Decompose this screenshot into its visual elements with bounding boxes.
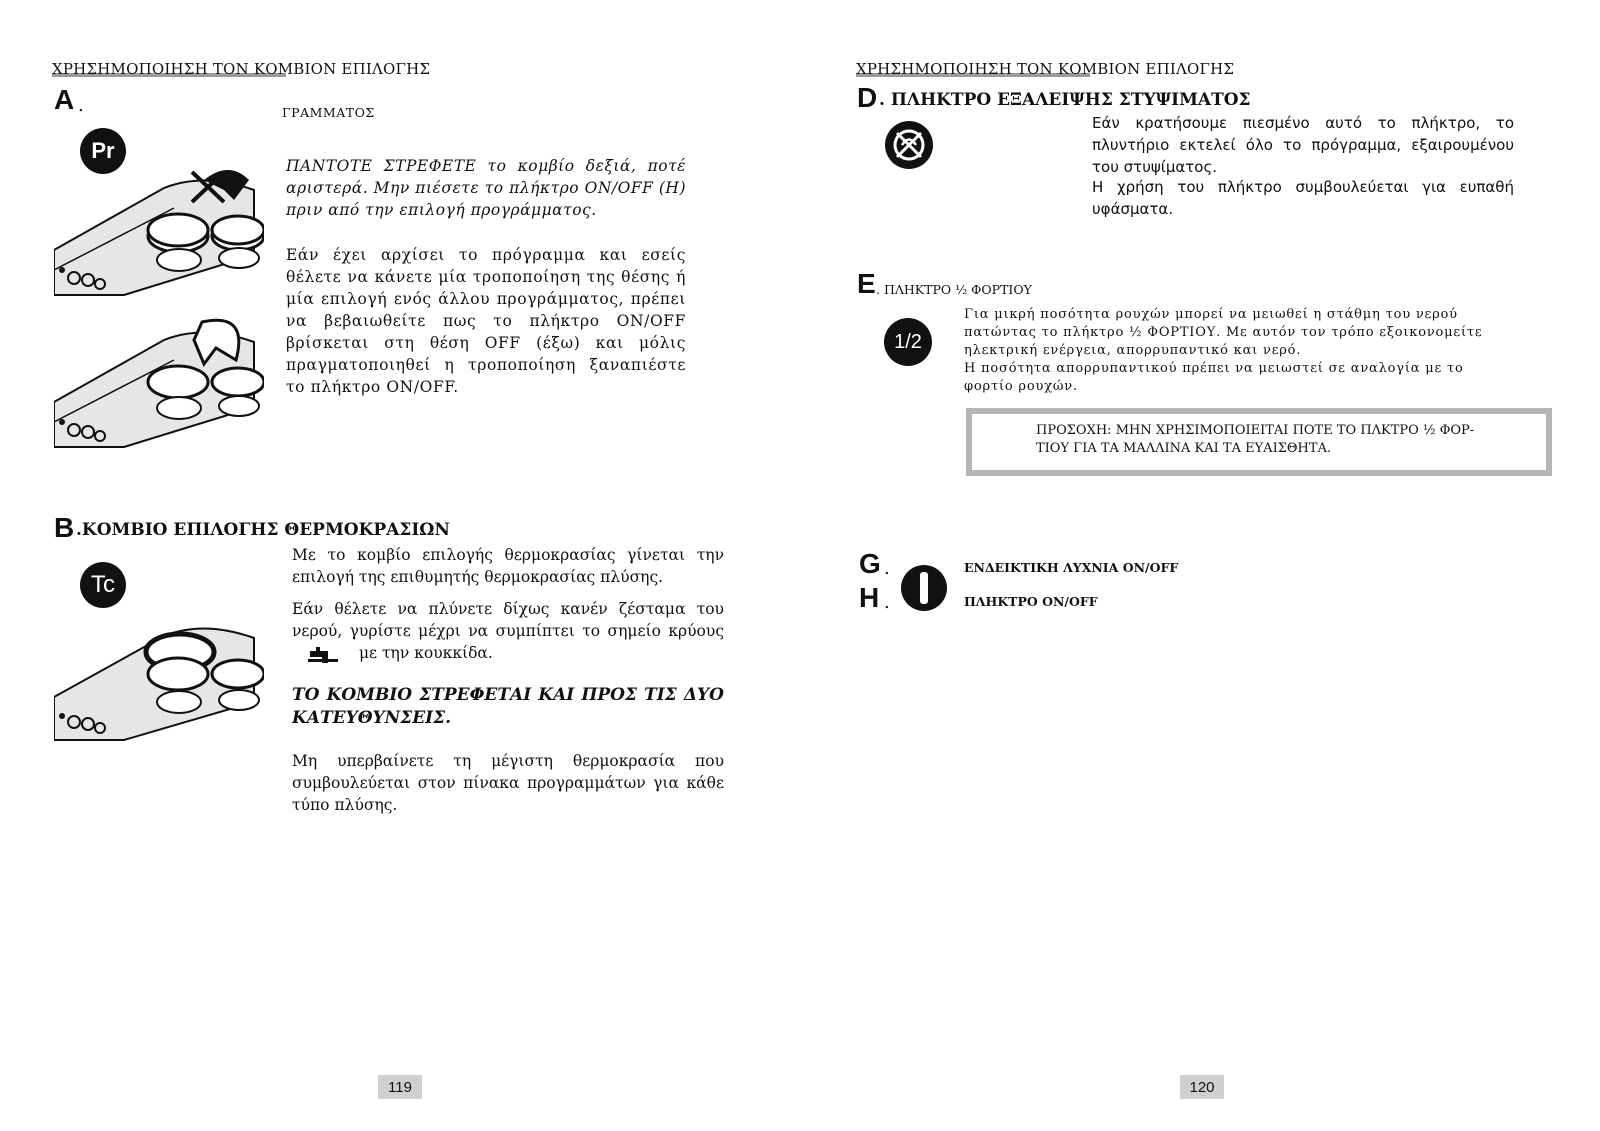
pr-badge-label: Pr	[91, 138, 115, 163]
section-h-letter: H	[859, 582, 880, 613]
section-g-letter: G	[859, 548, 881, 579]
half-load-warning-box	[966, 408, 1552, 476]
page-number-left-label: 119	[388, 1078, 412, 1096]
section-h-dot: .	[884, 592, 890, 613]
section-d-title: . ΠΛΗΚΤΡΟ ΕΞΑΛΕΙΨΗΣ ΣΤΥΨΙΜΑΤΟΣ	[879, 90, 1251, 110]
tc-badge-label: Tc	[91, 571, 115, 598]
page-number-right	[1180, 1075, 1224, 1099]
section-d-body1: Εάν κρατήσουμε πιεσμένο αυτό το πλήκτρο, το πλυντήριο εκτελεί όλο το πρόγραμμα, εξαιρουμένου του στυψίματος.	[1092, 114, 1514, 176]
section-a-letter: A	[54, 84, 75, 115]
section-e-title: . ΠΛΗΚΤΡΟ ½ ΦΟΡΤΙΟΥ	[876, 282, 1032, 297]
on-off-indicator-label: ΕΝΔΕΙΚΤΙΚΗ ΛΥΧΝΙΑ ON/OFF	[964, 560, 1179, 575]
tc-badge	[80, 562, 126, 608]
section-a-dot: .	[78, 95, 84, 116]
section-b-para2-a: Εάν θέλετε να πλύνετε δίχως κανέν ζέσταμα του νερού, γυρίστε μέχρι να συμπίπτει το σημείο κρύους	[292, 600, 724, 640]
half-load-warning-text: ΠΡΟΣΟΧΗ: ΜΗΝ ΧΡΗΣΙΜΟΠΟΙΕΙΤΑΙ ΠΟΤΕ ΤΟ ΠΛΚΤΡΟ ½ ΦΟΡ-ΤΙΟΥ ΓΙΑ ΤΑ ΜΑΛΛΙΝΑ ΚΑΙ ΤΑ ΕΥΑΙΣΘΗΤΑ.	[1036, 423, 1475, 456]
section-a-body: Εάν έχει αρχίσει το πρόγραμμα και εσείς θέλετε να κάνετε μία τροποποίηση της θέσης ή μία επιλογή ενός άλλου προγράμματος, πρέπει να βεβαιωθείτε πως το πλήκτρο ON/OFF βρίσκεται στη θέση OFF (έξω) και μόλις πραγματοποιηθεί η τροποποίηση ξαναπιέστε το πλήκτρο ON/OFF.	[286, 246, 686, 396]
running-header-right: ΧΡΗΣΗΜΟΠΟΙΗΣΗ ΤΟΝ ΚΟΜΒΙΟΝ ΕΠΙΛΟΓΗΣ	[856, 60, 1235, 78]
section-g-dot: .	[884, 558, 890, 579]
section-b-para1: Με το κομβίο επιλογής θερμοκρασίας γίνεται την επιλογή της επιθυμητής θερμοκρασίας πλύσης.	[292, 546, 724, 586]
on-off-button-label: ΠΛΗΚΤΡΟ ON/OFF	[964, 594, 1098, 609]
washing-machine-knob-turn-icon	[54, 312, 264, 452]
no-spin-icon	[884, 120, 934, 170]
section-e-letter: E	[857, 268, 876, 299]
section-b-title: .ΚΟΜΒΙΟ ΕΠΙΛΟΓΗΣ ΘΕΡΜΟΚΡΑΣΙΩΝ	[76, 520, 450, 540]
section-b-letter: B	[54, 512, 75, 543]
section-b-para2-c: την κουκκίδα.	[381, 644, 493, 662]
section-d-letter: D	[857, 82, 878, 113]
temperature-knob-icon	[54, 612, 264, 742]
page-number-left	[378, 1075, 422, 1099]
section-a-title-fragment: ΓΡΑΜΜΑΤΟΣ	[282, 105, 375, 120]
section-a-warning: ΠΑΝΤΟΤΕ ΣΤΡΕΦΕΤΕ το κομβίο δεξιά, ποτέ αριστερά. Μην πιέσετε το πλήκτρο ON/OFF (H) πριν από την επιλογή προγράμματος.	[286, 157, 686, 219]
section-e-body2: Η ποσότητα απορρυπαντικού πρέπει να μειωστεί σε αναλογία με το φορτίο ρουχών.	[964, 361, 1464, 394]
power-icon	[900, 564, 948, 612]
section-b-para3: Μη υπερβαίνετε τη μέγιστη θερμοκρασία που συμβουλεύεται στον πίνακα προγραμμάτων για κάθε τύπο πλύσης.	[292, 752, 724, 814]
page-number-right-label: 120	[1189, 1078, 1215, 1096]
section-b-para2-b: με	[358, 644, 378, 662]
running-header-left: ΧΡΗΣΗΜΟΠΟΙΗΣΗ ΤΟΝ ΚΟΜΒΙΟΝ ΕΠΙΛΟΓΗΣ	[52, 60, 431, 78]
half-load-badge	[884, 318, 932, 366]
washing-machine-knob-icon	[54, 160, 264, 300]
section-b-bold-italic: ΤΟ ΚΟΜΒΙΟ ΣΤΡΕΦΕΤΑΙ ΚΑΙ ΠΡΟΣ ΤΙΣ ΔΥΟ ΚΑΤΕΥΘΥΝΣΕΙΣ.	[292, 685, 724, 728]
half-load-badge-label: 1/2	[894, 330, 922, 353]
section-b-para2	[292, 598, 724, 664]
cold-tap-icon	[306, 645, 340, 663]
section-e-body1: Για μικρή ποσότητα ρουχών μπορεί να μειωθεί η στάθμη του νερού πατώντας το πλήκτρο ½ ΦΟΡΤΙΟΥ. Με αυτόν τον τρόπο εξοικονομείτε ηλεκτρική ενέργεια, απορρυπαντικό και νερό.	[964, 307, 1483, 358]
section-d-body2: Η χρήση του πλήκτρο συμβουλεύεται για ευπαθή υφάσματα.	[1092, 178, 1514, 218]
